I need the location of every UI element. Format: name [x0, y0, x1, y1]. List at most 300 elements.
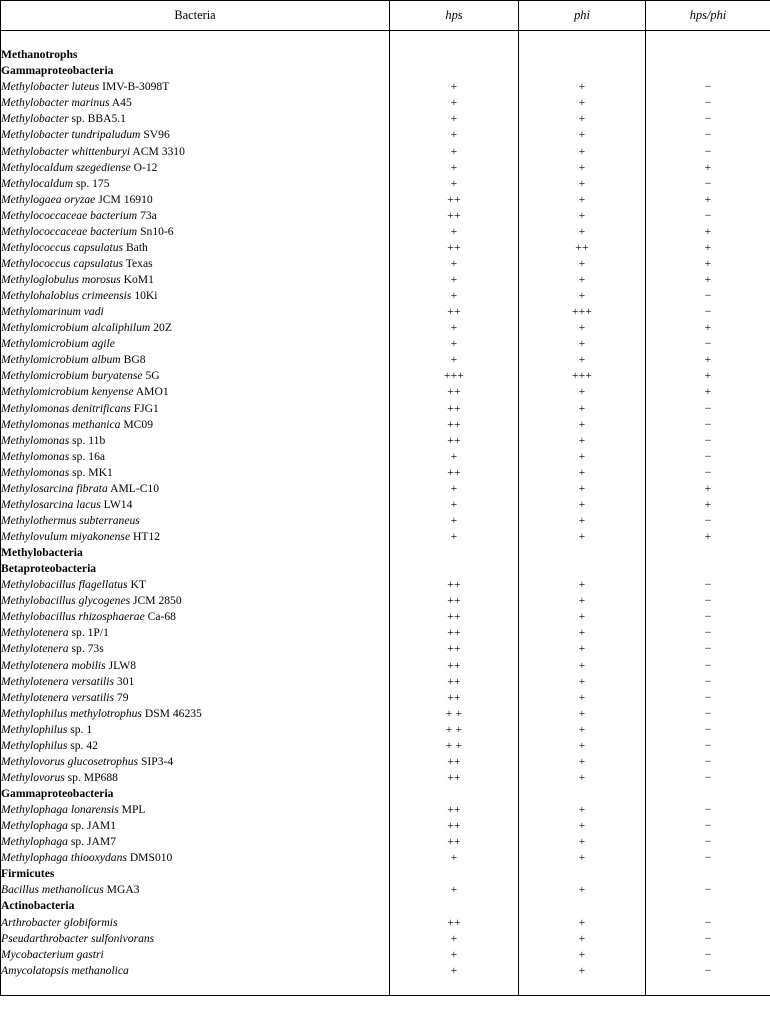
table-row: [1, 706, 770, 722]
hps-phi-value-cell: [646, 866, 770, 882]
phi-value-cell: +: [519, 770, 646, 786]
species-name-cell: [1, 144, 390, 160]
hps-phi-value-cell: −: [646, 465, 770, 481]
species-name-cell: [1, 288, 390, 304]
strain-designation: MC09: [123, 418, 153, 431]
table-row: [1, 176, 770, 192]
phi-value-cell: +: [519, 529, 646, 545]
hps-value-cell: ++: [390, 834, 519, 850]
spacer-cell: [519, 31, 646, 48]
table-row: [1, 304, 770, 320]
hps-phi-value-cell: −: [646, 513, 770, 529]
species-name-cell: [1, 224, 390, 240]
column-header-hps-phi: hps/phi: [646, 1, 770, 31]
hps-value-cell: +: [390, 931, 519, 947]
hps-phi-value-cell: −: [646, 882, 770, 898]
phi-value-cell: +: [519, 272, 646, 288]
hps-value-cell: ++: [390, 641, 519, 657]
group-label: [1, 63, 390, 79]
species-binomial: Methylophaga: [1, 819, 68, 832]
table-row: [1, 192, 770, 208]
phi-value-cell: +: [519, 818, 646, 834]
hps-value-cell: ++: [390, 417, 519, 433]
species-binomial: Methylovorus glucosetrophus: [1, 755, 138, 768]
species-name-cell: [1, 336, 390, 352]
strain-designation: 73a: [140, 209, 157, 222]
phi-value-cell: +: [519, 658, 646, 674]
column-header-phi: phi: [519, 1, 646, 31]
hps-phi-value-cell: −: [646, 738, 770, 754]
species-binomial: Mycobacterium gastri: [1, 948, 104, 961]
species-binomial: Methylobacter: [1, 112, 69, 125]
table-group-row: [1, 561, 770, 577]
spacer-cell: [390, 31, 519, 48]
hps-phi-value-cell: −: [646, 449, 770, 465]
strain-designation: DSM 46235: [145, 707, 202, 720]
table-row: [1, 834, 770, 850]
species-binomial: Methylococcaceae bacterium: [1, 209, 137, 222]
species-name-cell: [1, 95, 390, 111]
phi-value-cell: [519, 545, 646, 561]
group-label: [1, 545, 390, 561]
strain-designation: 20Z: [153, 321, 172, 334]
strain-designation: KoM1: [124, 273, 154, 286]
table-row: [1, 144, 770, 160]
table-row: [1, 802, 770, 818]
species-name-cell: [1, 834, 390, 850]
hps-phi-value-cell: −: [646, 818, 770, 834]
phi-value-cell: +: [519, 384, 646, 400]
hps-phi-value-cell: −: [646, 770, 770, 786]
hps-value-cell: ++: [390, 674, 519, 690]
species-binomial: Methylomonas: [1, 450, 69, 463]
spacer-cell: [519, 979, 646, 996]
column-header-bacteria: Bacteria: [1, 1, 390, 31]
phi-value-cell: +: [519, 931, 646, 947]
group-label: [1, 866, 390, 882]
table-bottom-spacer: [1, 979, 770, 996]
table-row: [1, 95, 770, 111]
hps-value-cell: [390, 898, 519, 914]
strain-designation: LW14: [104, 498, 133, 511]
species-binomial: Methylobacter luteus: [1, 80, 99, 93]
species-name-cell: [1, 754, 390, 770]
species-binomial: Pseudarthrobacter sulfonivorans: [1, 932, 154, 945]
strain-designation: Sn10-6: [140, 225, 174, 238]
species-name-cell: [1, 79, 390, 95]
hps-value-cell: +: [390, 963, 519, 979]
table-row: [1, 674, 770, 690]
table-row: [1, 320, 770, 336]
species-name-cell: [1, 947, 390, 963]
hps-value-cell: +: [390, 160, 519, 176]
hps-phi-value-cell: −: [646, 674, 770, 690]
species-binomial: Methylogaea oryzae: [1, 193, 95, 206]
table-row: [1, 947, 770, 963]
species-binomial: Methylovorus: [1, 771, 65, 784]
hps-phi-value-cell: +: [646, 224, 770, 240]
hps-value-cell: ++: [390, 802, 519, 818]
phi-value-cell: +: [519, 963, 646, 979]
strain-designation: sp. MP688: [68, 771, 118, 784]
species-binomial: Methylophaga thiooxydans: [1, 851, 127, 864]
hps-phi-value-cell: +: [646, 320, 770, 336]
species-name-cell: [1, 401, 390, 417]
spacer-cell: [390, 979, 519, 996]
table-row: [1, 658, 770, 674]
spacer-cell: [646, 31, 770, 48]
phi-value-cell: +: [519, 208, 646, 224]
hps-phi-value-cell: +: [646, 352, 770, 368]
hps-value-cell: ++: [390, 401, 519, 417]
strain-designation: KT: [130, 578, 145, 591]
species-binomial: Methylotenera: [1, 626, 69, 639]
hps-phi-value-cell: −: [646, 401, 770, 417]
table-row: [1, 160, 770, 176]
hps-phi-value-cell: +: [646, 240, 770, 256]
strain-designation: sp. 11b: [72, 434, 105, 447]
species-name-cell: [1, 240, 390, 256]
table-row: [1, 529, 770, 545]
species-binomial: Methylophaga: [1, 835, 68, 848]
strain-designation: Ca-68: [148, 610, 176, 623]
table-row: [1, 449, 770, 465]
hps-value-cell: + +: [390, 738, 519, 754]
hps-value-cell: +: [390, 850, 519, 866]
hps-phi-value-cell: −: [646, 95, 770, 111]
hps-phi-value-cell: −: [646, 111, 770, 127]
strain-designation: sp. JAM1: [71, 819, 116, 832]
table-body: [1, 31, 770, 1012]
hps-value-cell: +: [390, 79, 519, 95]
species-name-cell: [1, 304, 390, 320]
species-name-cell: [1, 963, 390, 979]
phi-value-cell: +: [519, 513, 646, 529]
table-row: [1, 641, 770, 657]
hps-value-cell: +: [390, 481, 519, 497]
hps-value-cell: ++: [390, 208, 519, 224]
hps-value-cell: [390, 63, 519, 79]
hps-value-cell: ++: [390, 690, 519, 706]
hps-phi-value-cell: −: [646, 127, 770, 143]
table-row: [1, 288, 770, 304]
hps-value-cell: +: [390, 224, 519, 240]
table-row: [1, 754, 770, 770]
hps-value-cell: ++: [390, 433, 519, 449]
phi-value-cell: +: [519, 288, 646, 304]
species-binomial: Methylobacillus flagellatus: [1, 578, 128, 591]
species-binomial: Methylothermus subterraneus: [1, 514, 140, 527]
group-label: [1, 47, 390, 63]
phi-value-cell: ++: [519, 240, 646, 256]
table-row: [1, 111, 770, 127]
species-binomial: Methylocaldum szegediense: [1, 161, 131, 174]
table-row: [1, 497, 770, 513]
phi-value-cell: +: [519, 882, 646, 898]
table-row: [1, 593, 770, 609]
hps-value-cell: +: [390, 497, 519, 513]
hps-phi-value-cell: −: [646, 722, 770, 738]
hps-phi-value-cell: −: [646, 625, 770, 641]
hps-value-cell: ++: [390, 192, 519, 208]
phi-value-cell: +: [519, 947, 646, 963]
hps-value-cell: +: [390, 176, 519, 192]
strain-designation: sp. 42: [70, 739, 98, 752]
hps-phi-value-cell: −: [646, 834, 770, 850]
species-binomial: Methylovulum miyakonense: [1, 530, 130, 543]
hps-phi-value-cell: −: [646, 963, 770, 979]
hps-value-cell: +: [390, 882, 519, 898]
species-name-cell: [1, 915, 390, 931]
hps-phi-value-cell: −: [646, 754, 770, 770]
hps-value-cell: [390, 47, 519, 63]
species-name-cell: [1, 690, 390, 706]
hps-phi-value-cell: −: [646, 304, 770, 320]
hps-phi-value-cell: [646, 545, 770, 561]
strain-designation: 301: [117, 675, 134, 688]
hps-phi-value-cell: −: [646, 658, 770, 674]
species-binomial: Methylophilus methylotrophus: [1, 707, 142, 720]
table-row: [1, 127, 770, 143]
strain-designation: sp. JAM7: [71, 835, 116, 848]
strain-designation: 79: [117, 691, 129, 704]
species-name-cell: [1, 497, 390, 513]
hps-phi-value-cell: −: [646, 79, 770, 95]
hps-phi-value-cell: +: [646, 529, 770, 545]
hps-value-cell: ++: [390, 818, 519, 834]
phi-value-cell: +: [519, 449, 646, 465]
strain-designation: SV96: [143, 128, 169, 141]
hps-value-cell: +: [390, 272, 519, 288]
strain-designation: DMS010: [130, 851, 173, 864]
strain-designation: JCM 2850: [133, 594, 182, 607]
table-row: [1, 224, 770, 240]
species-binomial: Methylomonas: [1, 466, 69, 479]
hps-phi-value-cell: −: [646, 947, 770, 963]
table-row: [1, 690, 770, 706]
hps-phi-value-cell: +: [646, 481, 770, 497]
species-binomial: Methylotenera versatilis: [1, 675, 114, 688]
phi-value-cell: +: [519, 674, 646, 690]
table-row: [1, 963, 770, 979]
species-name-cell: [1, 738, 390, 754]
species-name-cell: [1, 674, 390, 690]
strain-designation: MGA3: [107, 883, 140, 896]
table-bottom-rule: [1, 995, 770, 1012]
species-binomial: Methylophilus: [1, 739, 67, 752]
hps-phi-value-cell: +: [646, 384, 770, 400]
strain-designation: SIP3-4: [141, 755, 173, 768]
species-name-cell: [1, 770, 390, 786]
table-row: [1, 577, 770, 593]
phi-value-cell: [519, 47, 646, 63]
table-row: [1, 336, 770, 352]
phi-value-cell: [519, 561, 646, 577]
hps-value-cell: +: [390, 352, 519, 368]
species-binomial: Methylotenera: [1, 642, 69, 655]
phi-value-cell: +: [519, 417, 646, 433]
species-binomial: Methylohalobius crimeensis: [1, 289, 131, 302]
species-name-cell: [1, 160, 390, 176]
hps-value-cell: +: [390, 144, 519, 160]
species-name-cell: [1, 722, 390, 738]
phi-value-cell: [519, 63, 646, 79]
hps-value-cell: ++: [390, 304, 519, 320]
strain-designation: FJG1: [134, 402, 159, 415]
hps-phi-value-cell: +: [646, 272, 770, 288]
group-name: Gammaproteobacteria: [1, 787, 113, 800]
strain-designation: JCM 16910: [98, 193, 152, 206]
hps-value-cell: [390, 545, 519, 561]
species-name-cell: [1, 658, 390, 674]
species-name-cell: [1, 256, 390, 272]
phi-value-cell: +: [519, 176, 646, 192]
species-name-cell: [1, 127, 390, 143]
phi-value-cell: +: [519, 593, 646, 609]
phi-value-cell: [519, 866, 646, 882]
group-name: Firmicutes: [1, 867, 54, 880]
hps-value-cell: + +: [390, 722, 519, 738]
hps-value-cell: +: [390, 529, 519, 545]
phi-value-cell: +: [519, 834, 646, 850]
table-group-row: [1, 545, 770, 561]
hps-value-cell: +: [390, 288, 519, 304]
phi-value-cell: +: [519, 352, 646, 368]
hps-phi-value-cell: +: [646, 160, 770, 176]
group-label: [1, 561, 390, 577]
table-row: [1, 240, 770, 256]
phi-value-cell: +: [519, 256, 646, 272]
phi-value-cell: +: [519, 465, 646, 481]
table-row: [1, 738, 770, 754]
table-row: [1, 433, 770, 449]
table-row: [1, 368, 770, 384]
species-name-cell: [1, 320, 390, 336]
species-name-cell: [1, 706, 390, 722]
strain-designation: sp. BBA5.1: [72, 112, 126, 125]
hps-phi-value-cell: [646, 47, 770, 63]
strain-designation: AMO1: [136, 385, 169, 398]
table-top-spacer: [1, 31, 770, 48]
species-binomial: Methylobacter whittenburyi: [1, 145, 130, 158]
table-row: [1, 770, 770, 786]
species-binomial: Methylomonas denitrificans: [1, 402, 131, 415]
phi-value-cell: +++: [519, 368, 646, 384]
species-name-cell: [1, 192, 390, 208]
hps-phi-value-cell: −: [646, 915, 770, 931]
hps-phi-value-cell: [646, 63, 770, 79]
hps-phi-value-cell: −: [646, 931, 770, 947]
hps-phi-value-cell: +: [646, 192, 770, 208]
species-name-cell: [1, 882, 390, 898]
group-name: Methylobacteria: [1, 546, 83, 559]
hps-phi-value-cell: −: [646, 577, 770, 593]
species-binomial: Methylobacillus rhizosphaerae: [1, 610, 145, 623]
strain-designation: Texas: [126, 257, 153, 270]
species-binomial: Methylococcus capsulatus: [1, 257, 123, 270]
hps-value-cell: ++: [390, 593, 519, 609]
phi-value-cell: [519, 786, 646, 802]
species-name-cell: [1, 593, 390, 609]
table-row: [1, 850, 770, 866]
species-name-cell: [1, 272, 390, 288]
phi-value-cell: +: [519, 401, 646, 417]
strain-designation: AML-C10: [110, 482, 159, 495]
hps-phi-value-cell: −: [646, 641, 770, 657]
hps-phi-value-cell: −: [646, 609, 770, 625]
species-binomial: Methylobacter tundripaludum: [1, 128, 140, 141]
hps-phi-value-cell: −: [646, 176, 770, 192]
hps-value-cell: ++: [390, 625, 519, 641]
bottom-border: [1, 995, 770, 1012]
table-row: [1, 931, 770, 947]
hps-phi-value-cell: −: [646, 433, 770, 449]
species-binomial: Methylotenera mobilis: [1, 659, 106, 672]
hps-value-cell: +++: [390, 368, 519, 384]
species-name-cell: [1, 417, 390, 433]
header-row: [1, 1, 770, 31]
table-group-row: [1, 786, 770, 802]
hps-value-cell: ++: [390, 754, 519, 770]
strain-designation: BG8: [124, 353, 146, 366]
hps-value-cell: + +: [390, 706, 519, 722]
table-row: [1, 417, 770, 433]
hps-phi-value-cell: [646, 561, 770, 577]
species-binomial: Methylomonas: [1, 434, 69, 447]
hps-value-cell: +: [390, 95, 519, 111]
hps-phi-value-cell: +: [646, 256, 770, 272]
phi-value-cell: +: [519, 79, 646, 95]
species-name-cell: [1, 625, 390, 641]
species-binomial: Methylophilus: [1, 723, 67, 736]
hps-value-cell: +: [390, 320, 519, 336]
hps-value-cell: ++: [390, 915, 519, 931]
phi-value-cell: +: [519, 641, 646, 657]
group-name: Methanotrophs: [1, 48, 77, 61]
table-row: [1, 256, 770, 272]
phi-value-cell: +: [519, 850, 646, 866]
hps-value-cell: ++: [390, 465, 519, 481]
strain-designation: Bath: [126, 241, 148, 254]
hps-value-cell: [390, 786, 519, 802]
species-name-cell: [1, 384, 390, 400]
species-binomial: Methylotenera versatilis: [1, 691, 114, 704]
group-label: [1, 786, 390, 802]
phi-value-cell: +: [519, 609, 646, 625]
hps-phi-value-cell: −: [646, 850, 770, 866]
hps-phi-value-cell: [646, 898, 770, 914]
hps-phi-value-cell: −: [646, 417, 770, 433]
species-binomial: Arthrobacter globiformis: [1, 916, 117, 929]
hps-value-cell: +: [390, 336, 519, 352]
strain-designation: A45: [112, 96, 132, 109]
phi-value-cell: +: [519, 433, 646, 449]
phi-value-cell: +: [519, 192, 646, 208]
group-name: Gammaproteobacteria: [1, 64, 113, 77]
hps-value-cell: ++: [390, 384, 519, 400]
hps-value-cell: +: [390, 111, 519, 127]
species-name-cell: [1, 481, 390, 497]
species-binomial: Methylomicrobium alcaliphilum: [1, 321, 150, 334]
species-binomial: Methylobacter marinus: [1, 96, 110, 109]
species-name-cell: [1, 352, 390, 368]
species-binomial: Methylococcaceae bacterium: [1, 225, 137, 238]
phi-value-cell: +: [519, 160, 646, 176]
species-binomial: Methyloglobulus morosus: [1, 273, 121, 286]
strain-designation: MPL: [122, 803, 146, 816]
strain-designation: sp. MK1: [72, 466, 113, 479]
species-name-cell: [1, 609, 390, 625]
